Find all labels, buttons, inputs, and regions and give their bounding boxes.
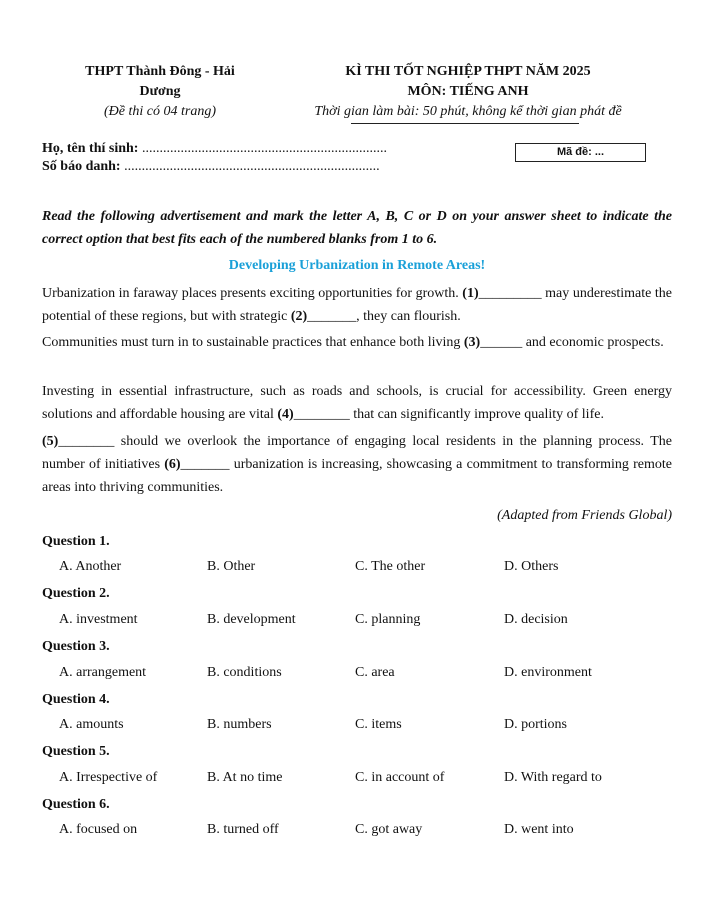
- time-note: Thời gian làm bài: 50 phút, không kể thời gian phát đề: [314, 104, 622, 119]
- candidate-name-field[interactable]: ......................................................................: [141, 141, 387, 156]
- question-1-label: Question 1.: [42, 534, 110, 549]
- exam-code-box: Mã đề: ...: [515, 143, 646, 162]
- blank-2: (2): [290, 309, 308, 324]
- school-name-line2: Dương: [139, 84, 181, 99]
- question-5-option-c[interactable]: C. in account of: [355, 770, 445, 785]
- question-6-option-b[interactable]: B. turned off: [207, 822, 279, 837]
- school-name-line1: THPT Thành Đông - Hải: [85, 64, 235, 79]
- question-1-option-c[interactable]: C. The other: [355, 559, 426, 574]
- question-5-option-b[interactable]: B. At no time: [207, 770, 283, 785]
- question-1-option-d[interactable]: D. Others: [504, 559, 559, 574]
- question-5-option-a[interactable]: A. Irrespective of: [59, 770, 158, 785]
- passage-text: _______, they can flourish.: [307, 309, 461, 324]
- question-2-option-c[interactable]: C. planning: [355, 612, 421, 627]
- passage-paragraph-1: [42, 282, 672, 328]
- passage-text: _________ may underestimate the potential of these regions, but with strategic: [42, 286, 672, 324]
- question-4-option-c[interactable]: C. items: [355, 717, 402, 732]
- question-4-label: Question 4.: [42, 692, 110, 707]
- passage-text: ________ that can significantly improve quality of life.: [293, 407, 604, 422]
- question-4-option-a[interactable]: A. amounts: [59, 717, 124, 732]
- question-1-option-a[interactable]: A. Another: [59, 559, 122, 574]
- blank-1: (1): [462, 286, 479, 301]
- blank-6: (6): [164, 457, 181, 472]
- question-6-option-a[interactable]: A. focused on: [59, 822, 138, 837]
- passage-paragraph-4: [42, 430, 672, 499]
- passage-paragraph-3: [42, 380, 672, 426]
- candidate-name-row: [42, 140, 387, 158]
- passage-text: ________ should we overlook the importance of engaging local residents in the planning process. The number of initiatives: [42, 434, 672, 472]
- passage-text: Urbanization in faraway places presents exciting opportunities for growth.: [42, 286, 463, 301]
- pages-note: (Đề thi có 04 trang): [104, 104, 216, 119]
- exam-header: [290, 62, 646, 122]
- passage-text: _______ urbanization is increasing, showcasing a commitment to transforming remote areas into thriving communities.: [42, 457, 672, 495]
- instructions: Read the following advertisement and mark the letter A, B, C or D on your answer sheet to indicate the correct option that best fits each of the numbered blanks from 1 to 6.: [42, 209, 672, 247]
- candidate-id-label: Số báo danh:: [42, 159, 121, 174]
- question-3-option-d[interactable]: D. environment: [504, 665, 592, 680]
- question-3-label: Question 3.: [42, 639, 110, 654]
- passage-text: Communities must turn in to sustainable practices that enhance both living: [42, 335, 464, 350]
- candidate-id-row: [42, 158, 380, 176]
- school-header: [42, 62, 278, 122]
- candidate-name-label: Họ, tên thí sinh:: [42, 141, 139, 156]
- question-3-option-c[interactable]: C. area: [355, 665, 395, 680]
- question-5-label: Question 5.: [42, 744, 110, 759]
- question-6-option-d[interactable]: D. went into: [504, 822, 574, 837]
- passage-source: (Adapted from Friends Global): [497, 508, 672, 523]
- question-2-label: Question 2.: [42, 586, 110, 601]
- passage-title: Developing Urbanization in Remote Areas!: [228, 258, 486, 273]
- question-2-option-a[interactable]: A. investment: [59, 612, 138, 627]
- question-2-option-d[interactable]: D. decision: [504, 612, 568, 627]
- blank-4: (4): [277, 407, 294, 422]
- blank-3: (3): [463, 335, 481, 350]
- question-6-option-c[interactable]: C. got away: [355, 822, 423, 837]
- question-4-option-d[interactable]: D. portions: [504, 717, 567, 732]
- candidate-id-field[interactable]: .........................................................................: [124, 159, 380, 174]
- passage-text: Investing in essential infrastructure, such as roads and schools, is crucial for accessibility. Green energy solutions and affordable housing are vital: [42, 384, 672, 422]
- passage-paragraph-2: [42, 331, 672, 354]
- blank-5: (5): [42, 434, 59, 449]
- question-5-option-d[interactable]: D. With regard to: [504, 770, 602, 785]
- exam-subject: MÔN: TIẾNG ANH: [407, 84, 529, 99]
- question-1-option-b[interactable]: B. Other: [207, 559, 256, 574]
- header-divider: [351, 123, 579, 124]
- question-3-option-b[interactable]: B. conditions: [207, 665, 282, 680]
- exam-title: KÌ THI TỐT NGHIỆP THPT NĂM 2025: [345, 64, 591, 79]
- question-4-option-b[interactable]: B. numbers: [207, 717, 272, 732]
- question-6-label: Question 6.: [42, 797, 110, 812]
- passage-text: ______ and economic prospects.: [480, 335, 664, 350]
- question-3-option-a[interactable]: A. arrangement: [59, 665, 147, 680]
- question-2-option-b[interactable]: B. development: [207, 612, 296, 627]
